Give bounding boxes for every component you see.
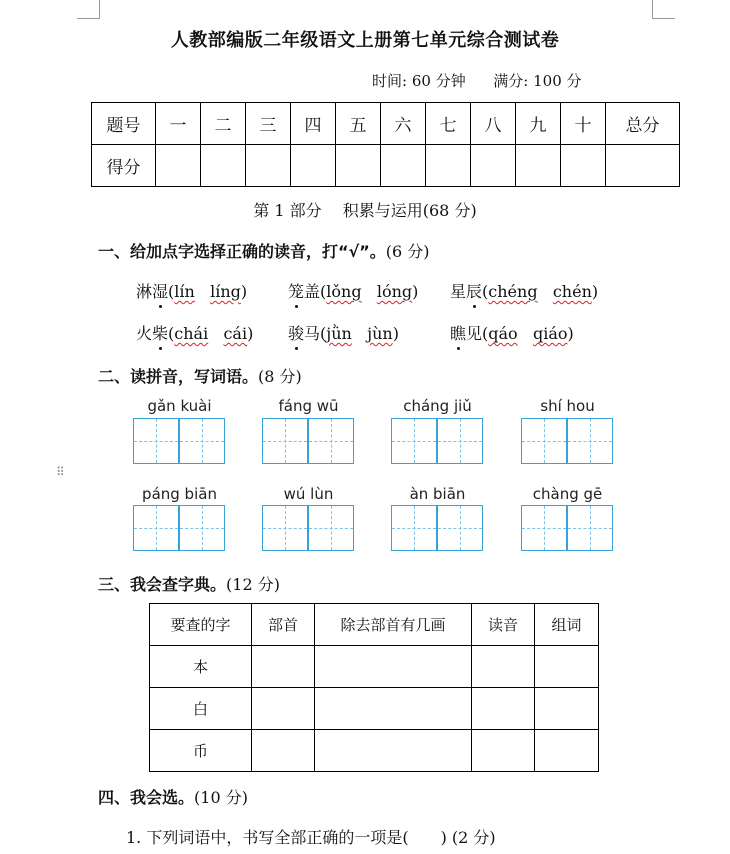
q1-text: 火	[136, 324, 153, 343]
dict-header: 除去部首有几画	[315, 604, 472, 646]
score-input-cell[interactable]	[516, 145, 561, 187]
score-cell: 二	[201, 103, 246, 145]
q1-text: (	[482, 282, 489, 301]
score-cell: 五	[336, 103, 381, 145]
q1-option-a[interactable]: chéng	[488, 282, 538, 301]
q1-text: (	[168, 282, 175, 301]
q1-option-b[interactable]: lóng	[376, 282, 413, 301]
answer-cell[interactable]	[315, 646, 472, 688]
q1-option-a[interactable]: chái	[174, 324, 209, 343]
section-3-title: 三、我会查字典。	[98, 575, 227, 594]
section-2-heading	[98, 364, 302, 387]
score-cell: 三	[246, 103, 291, 145]
section-2-title: 二、读拼音，写词语。	[98, 367, 259, 386]
answer-cell[interactable]	[252, 646, 315, 688]
score-value: 100 分	[533, 72, 582, 90]
section-3-points: (12 分)	[226, 575, 280, 594]
answer-cell[interactable]	[535, 730, 599, 772]
time-score-line	[372, 70, 582, 91]
q1-text: 见(	[466, 324, 489, 343]
q1-text: )	[591, 282, 599, 301]
answer-cell[interactable]	[535, 688, 599, 730]
pinyin-label: cháng jiǔ	[403, 397, 472, 415]
table-row	[150, 646, 599, 688]
score-cell: 九	[516, 103, 561, 145]
q1-option-b[interactable]: líng	[210, 282, 241, 301]
drag-handle-icon[interactable]: ⠿	[56, 465, 65, 479]
score-input-cell[interactable]	[246, 145, 291, 187]
answer-cell[interactable]	[315, 730, 472, 772]
pinyin-label: wú lùn	[283, 485, 334, 503]
writing-box[interactable]	[133, 418, 179, 464]
section-4-points: (10 分)	[194, 788, 248, 807]
q4-item-1: 1. 下列词语中，书写全部正确的一项是( ) (2 分)	[126, 828, 496, 847]
score-input-cell[interactable]	[381, 145, 426, 187]
score-cell: 总分	[606, 103, 680, 145]
writing-box[interactable]	[262, 505, 308, 551]
pinyin-label: gǎn kuài	[147, 397, 212, 415]
writing-box[interactable]	[179, 418, 225, 464]
score-input-cell[interactable]	[561, 145, 606, 187]
answer-cell[interactable]	[315, 688, 472, 730]
score-input-cell[interactable]	[471, 145, 516, 187]
score-cell: 十	[561, 103, 606, 145]
q1-option-a[interactable]: qáo	[488, 324, 518, 343]
corner-mark-right-v	[652, 0, 653, 18]
answer-cell[interactable]	[535, 646, 599, 688]
pinyin-label: àn biān	[409, 485, 466, 503]
section-3-heading	[98, 572, 280, 595]
writing-box[interactable]	[262, 418, 308, 464]
writing-box[interactable]	[391, 418, 437, 464]
writing-box[interactable]	[437, 505, 483, 551]
q1-text: )	[412, 282, 419, 301]
q1-option-a[interactable]: lín	[174, 282, 195, 301]
writing-box[interactable]	[391, 505, 437, 551]
q1-option-a[interactable]: jǜn	[326, 324, 352, 343]
q1-item	[288, 279, 418, 302]
q1-option-b[interactable]: cái	[223, 324, 248, 343]
writing-box[interactable]	[567, 505, 613, 551]
dict-header: 部首	[252, 604, 315, 646]
q1-option-b[interactable]: jùn	[367, 324, 393, 343]
score-input-cell[interactable]	[606, 145, 680, 187]
answer-cell[interactable]	[472, 688, 535, 730]
answer-cell[interactable]	[472, 646, 535, 688]
section-1-title: 一、给加点字选择正确的读音，打“√”。	[98, 242, 386, 261]
q1-text: 星	[450, 282, 467, 301]
dict-char: 本	[150, 646, 252, 688]
page-title: 人教部编版二年级语文上册第七单元综合测试卷	[170, 30, 560, 51]
writing-box[interactable]	[521, 505, 567, 551]
q1-dotted-char: 柴	[152, 324, 169, 343]
answer-cell[interactable]	[472, 730, 535, 772]
q1-option-b[interactable]: chén	[552, 282, 592, 301]
writing-box[interactable]	[133, 505, 179, 551]
score-row-label: 得分	[92, 145, 156, 187]
q1-dotted-char: 湿	[152, 282, 169, 301]
answer-cell[interactable]	[252, 688, 315, 730]
q1-dotted-char: 笼	[288, 282, 305, 301]
score-table-score-row	[92, 145, 680, 187]
section-4-heading	[98, 785, 248, 808]
section-1-points: (6 分)	[385, 242, 430, 261]
q1-text: )	[240, 282, 248, 301]
dict-header: 要查的字	[150, 604, 252, 646]
time-value: 60 分钟	[411, 72, 466, 90]
q1-text: 淋	[136, 282, 153, 301]
corner-mark-left-v	[99, 0, 100, 18]
table-row	[150, 688, 599, 730]
pinyin-label: fáng wū	[278, 397, 339, 415]
dict-header: 读音	[472, 604, 535, 646]
score-table-header-row	[92, 103, 680, 145]
pinyin-label: chàng gē	[532, 485, 603, 503]
q1-dotted-char: 瞧	[450, 324, 467, 343]
q1-option-b[interactable]: qiáo	[532, 324, 568, 343]
q1-item	[136, 279, 247, 302]
dict-header: 组词	[535, 604, 599, 646]
score-cell: 七	[426, 103, 471, 145]
score-input-cell[interactable]	[291, 145, 336, 187]
corner-mark-left-h	[77, 18, 100, 19]
q1-dotted-char: 辰	[466, 282, 483, 301]
corner-mark-right-h	[652, 18, 675, 19]
q1-item	[450, 321, 574, 344]
q1-text: )	[247, 324, 254, 343]
writing-box[interactable]	[308, 505, 354, 551]
table-row	[150, 730, 599, 772]
dict-char: 币	[150, 730, 252, 772]
time-label: 时间:	[372, 72, 408, 90]
answer-cell[interactable]	[252, 730, 315, 772]
q1-text: (	[168, 324, 175, 343]
score-input-cell[interactable]	[426, 145, 471, 187]
dictionary-header-row	[150, 604, 599, 646]
q1-text: 马(	[304, 324, 327, 343]
section-2-points: (8 分)	[258, 367, 302, 386]
score-input-cell[interactable]	[336, 145, 381, 187]
part-title: 第 1 部分 积累与运用(68 分)	[253, 201, 477, 220]
score-cell: 题号	[92, 103, 156, 145]
writing-box[interactable]	[567, 418, 613, 464]
section-1-heading	[98, 239, 429, 262]
q1-item	[136, 321, 253, 344]
writing-box[interactable]	[437, 418, 483, 464]
writing-box[interactable]	[308, 418, 354, 464]
score-table	[91, 102, 680, 187]
pinyin-label: páng biān	[142, 485, 217, 503]
score-cell: 六	[381, 103, 426, 145]
dict-char: 白	[150, 688, 252, 730]
dictionary-table	[149, 603, 599, 772]
q1-text: 盖(	[304, 282, 327, 301]
pinyin-label: shí hou	[540, 397, 595, 415]
score-label: 满分:	[493, 72, 529, 90]
writing-box[interactable]	[521, 418, 567, 464]
q1-option-a[interactable]: lǒng	[326, 282, 362, 301]
q1-text: )	[392, 324, 399, 343]
q1-item	[288, 321, 399, 344]
q1-dotted-char: 骏	[288, 324, 305, 343]
score-input-cell[interactable]	[156, 145, 201, 187]
q1-text: )	[567, 324, 574, 343]
score-cell: 一	[156, 103, 201, 145]
score-cell: 八	[471, 103, 516, 145]
writing-box[interactable]	[179, 505, 225, 551]
score-cell: 四	[291, 103, 336, 145]
q1-item	[450, 279, 598, 302]
score-input-cell[interactable]	[201, 145, 246, 187]
section-4-title: 四、我会选。	[98, 788, 195, 807]
